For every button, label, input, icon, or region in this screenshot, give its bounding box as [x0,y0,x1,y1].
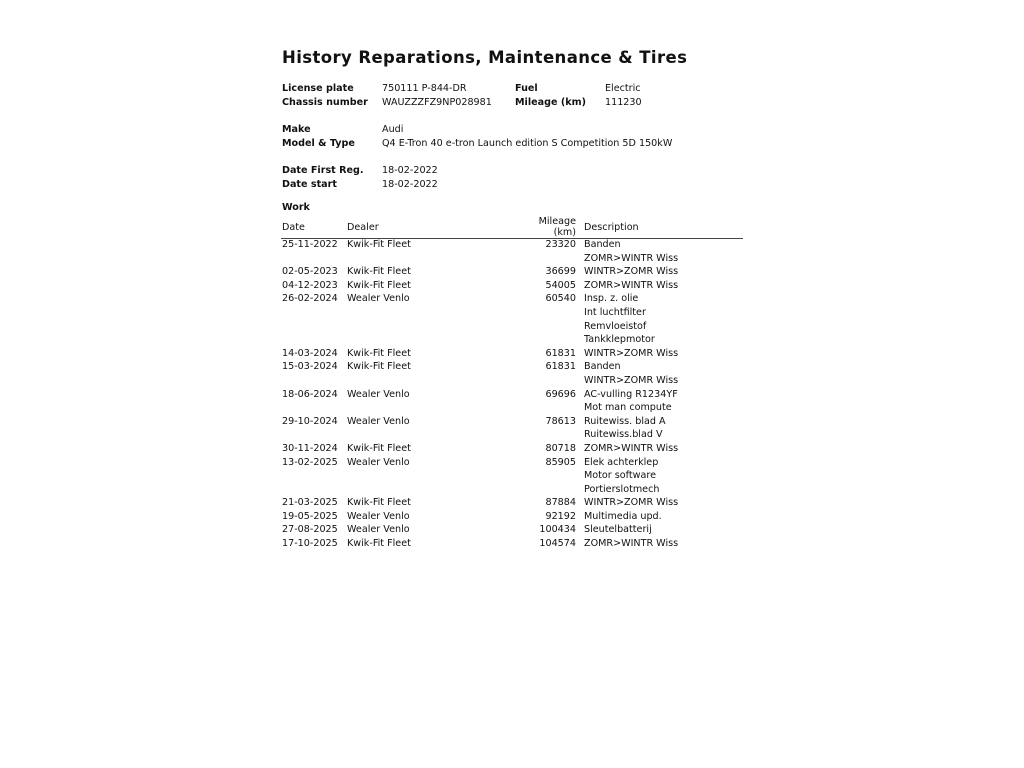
cell-dealer: Kwik-Fit Fleet [347,347,411,359]
header-description: Description [583,216,743,239]
cell-date: 25-11-2022 [282,239,338,250]
page-title: History Reparations, Maintenance & Tires [282,48,688,67]
cell-mileage [513,334,583,348]
table-row [281,402,743,416]
table-row [281,457,743,471]
cell-dealer: Kwik-Fit Fleet [347,538,411,550]
cell-date [281,484,346,498]
cell-date: 15-03-2024 [282,361,338,373]
cell-description: Motor software [584,470,656,482]
cell-date: 14-03-2024 [282,347,338,359]
cell-dealer: Wealer Venlo [347,456,410,468]
work-section-title: Work [282,202,310,213]
cell-mileage: 61831 [545,347,576,359]
cell-date [281,402,346,416]
cell-description: Insp. z. olie [584,293,639,305]
cell-description: Remvloeistof [584,320,647,332]
cell-date: 19-05-2025 [282,510,338,522]
cell-dealer [346,253,513,267]
cell-dealer: Kwik-Fit Fleet [347,239,411,250]
cell-date [281,470,346,484]
header-dealer: Dealer [346,216,513,239]
date-start-label: Date start [282,178,337,190]
table-row [281,389,743,403]
cell-mileage: 60540 [545,293,576,305]
cell-description: Elek achterklep [584,456,659,468]
cell-description: Int luchtfilter [584,306,646,318]
cell-description: ZOMR>WINTR Wiss [584,538,679,550]
header-date: Date [281,216,346,239]
cell-mileage: 87884 [545,497,576,509]
make-value: Audi [382,124,404,135]
cell-description: Banden [584,239,621,250]
table-row [281,293,743,307]
table-row [281,429,743,443]
cell-date: 18-06-2024 [282,388,338,400]
cell-mileage [513,375,583,389]
cell-date: 21-03-2025 [282,497,338,509]
table-row [281,470,743,484]
cell-date: 17-10-2025 [282,538,338,550]
cell-date: 04-12-2023 [282,279,338,291]
work-table [281,216,743,552]
cell-mileage: 23320 [545,239,576,250]
cell-dealer [346,321,513,335]
cell-dealer [346,402,513,416]
cell-description: ZOMR>WINTR Wiss [584,252,679,264]
cell-description: ZOMR>WINTR Wiss [584,279,679,291]
cell-dealer: Wealer Venlo [347,510,410,522]
vehicle-info-block-2 [282,123,744,150]
first-reg-label: Date First Reg. [282,165,364,176]
cell-dealer [346,375,513,389]
cell-date: 30-11-2024 [282,442,338,454]
fuel-label: Fuel [515,83,538,94]
table-row [281,307,743,321]
cell-description: AC-vulling R1234YF [584,388,678,400]
vehicle-info-block-1 [282,82,744,109]
cell-description: Tankklepmotor [584,334,655,346]
cell-dealer: Kwik-Fit Fleet [347,442,411,454]
table-row [281,524,743,538]
model-value: Q4 E-Tron 40 e-tron Launch edition S Competition 5D 150kW [382,137,673,149]
table-row [281,266,743,280]
cell-dealer: Kwik-Fit Fleet [347,361,411,373]
cell-date [281,429,346,443]
cell-mileage [513,470,583,484]
cell-mileage: 78613 [545,415,576,427]
cell-mileage [513,321,583,335]
cell-mileage: 61831 [545,361,576,373]
cell-description: WINTR>ZOMR Wiss [584,497,679,509]
cell-mileage: 104574 [539,538,576,550]
cell-mileage: 85905 [545,456,576,468]
cell-description: WINTR>ZOMR Wiss [584,347,679,359]
fuel-value: Electric [605,83,641,94]
cell-date [281,334,346,348]
cell-description: Portierslotmech [584,483,660,495]
table-row [281,484,743,498]
cell-date: 13-02-2025 [282,456,338,468]
cell-dealer: Kwik-Fit Fleet [347,497,411,509]
work-table-header [281,216,743,239]
vehicle-info-block-3 [282,164,744,191]
chassis-value: WAUZZZFZ9NP028981 [382,96,492,108]
cell-dealer [346,307,513,321]
cell-description: Multimedia upd. [584,510,662,522]
cell-dealer: Wealer Venlo [347,524,410,536]
cell-dealer [346,484,513,498]
license-plate-label: License plate [282,83,354,94]
cell-description: Mot man compute [584,402,672,414]
cell-mileage [513,307,583,321]
table-row [281,334,743,348]
table-row [281,497,743,511]
cell-dealer [346,334,513,348]
cell-description: WINTR>ZOMR Wiss [584,374,679,386]
cell-dealer: Kwik-Fit Fleet [347,279,411,291]
work-table-body [281,239,743,552]
cell-date [281,321,346,335]
cell-mileage: 54005 [545,279,576,291]
model-label: Model & Type [282,137,355,149]
cell-date [281,253,346,267]
cell-date [281,307,346,321]
cell-date: 02-05-2023 [282,266,338,278]
cell-dealer [346,429,513,443]
cell-mileage: 92192 [545,510,576,522]
cell-description: ZOMR>WINTR Wiss [584,442,679,454]
license-plate-value: 750111 P-844-DR [382,83,467,94]
cell-dealer: Kwik-Fit Fleet [347,266,411,278]
cell-dealer: Wealer Venlo [347,293,410,305]
date-start-value: 18-02-2022 [382,178,438,190]
cell-mileage [513,484,583,498]
report-page [282,48,744,550]
cell-mileage: 36699 [545,266,576,278]
cell-mileage [513,429,583,443]
table-row [281,538,743,552]
make-label: Make [282,124,311,135]
cell-mileage: 69696 [545,388,576,400]
first-reg-value: 18-02-2022 [382,165,438,176]
table-row [281,321,743,335]
mileage-label: Mileage (km) [515,96,586,108]
cell-mileage: 80718 [545,442,576,454]
cell-mileage [513,402,583,416]
cell-description: Banden [584,361,621,373]
mileage-value: 111230 [605,96,642,108]
cell-dealer: Wealer Venlo [347,388,410,400]
table-row [281,511,743,525]
table-row [281,348,743,362]
table-row [281,253,743,267]
cell-dealer [346,470,513,484]
cell-date: 26-02-2024 [282,293,338,305]
cell-description: Ruitewiss. blad A [584,415,666,427]
table-row [281,239,743,253]
header-mileage: Mileage (km) [513,216,583,239]
table-row [281,416,743,430]
table-row [281,280,743,294]
cell-date [281,375,346,389]
chassis-label: Chassis number [282,96,368,108]
table-row [281,443,743,457]
cell-description: WINTR>ZOMR Wiss [584,266,679,278]
cell-dealer: Wealer Venlo [347,415,410,427]
cell-mileage: 100434 [539,524,576,536]
cell-date: 29-10-2024 [282,415,338,427]
cell-mileage [513,253,583,267]
cell-description: Ruitewiss.blad V [584,429,663,441]
cell-description: Sleutelbatterij [584,524,652,536]
table-row [281,375,743,389]
table-row [281,361,743,375]
cell-date: 27-08-2025 [282,524,338,536]
